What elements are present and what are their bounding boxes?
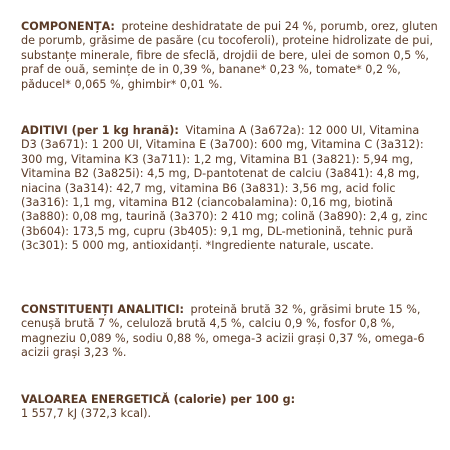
additives-heading: ADITIVI (per 1 kg hrană): (21, 124, 179, 137)
analytical-constituents-heading: CONSTITUENȚI ANALITICI: (21, 303, 184, 316)
composition-text: proteine deshidratate de pui 24 %, porumb, orez, gluten de porumb, grăsime de pasăre (cu tocoferoli), proteine hidrolizate de pui, substanțe minerale, fibre de sfeclă, drojdii de bere, ulei de somon 0,5 %, praf de ouă, semințe de in 0,39 %, banane* 0,23 %, tomate* 0,2 %, păducel* 0,065 %, ghimbir* 0,01 %. (21, 20, 438, 91)
additives-section (21, 124, 438, 254)
analytical-constituents-section (21, 303, 438, 361)
analytical-constituents-text: proteină brută 32 %, grăsimi brute 15 %, cenușă brută 7 %, celuloză brută 4,5 %, calciu 0,9 %, fosfor 0,8 %, magneziu 0,089 %, sodiu 0,88 %, omega-3 acizii grași 0,37 %, omega-6 acizii grași 3,23 %. (21, 303, 425, 360)
composition-heading: COMPONENȚA: (21, 20, 115, 33)
energy-value-heading: VALOAREA ENERGETICĂ (calorie) per 100 g: (21, 393, 296, 406)
additives-text: Vitamina A (3a672a): 12 000 UI, Vitamina D3 (3a671): 1 200 UI, Vitamina E (3a700): 600 mg, Vitamina C (3a312): 300 mg, Vitamina K3 (3a711): 1,2 mg, Vitamina B1 (3a821): 5,94 mg, Vitamina B2 (3a825i): 4,5 mg, D-pantotenat de calciu (3a841): 4,8 mg, niacina (3a314): 42,7 mg, vitamina B6 (3a831): 3,56 mg, acid folic (3a316): 1,1 mg, vitamina B12 (ciancobalamina): 0,16 mg, biotină (3a880): 0,08 mg, taurină (3a370): 2 410 mg; colină (3a890): 2,4 g, zinc (3b604): 173,5 mg, cupru (3b405): 9,1 mg, DL-metionină, tehnic pură (3c301): 5 000 mg, antioxidanți. *Ingrediente naturale, uscate. (21, 124, 428, 253)
composition-section (21, 20, 438, 92)
energy-value-text: 1 557,7 kJ (372,3 kcal). (21, 407, 152, 421)
energy-value-section (21, 393, 438, 422)
